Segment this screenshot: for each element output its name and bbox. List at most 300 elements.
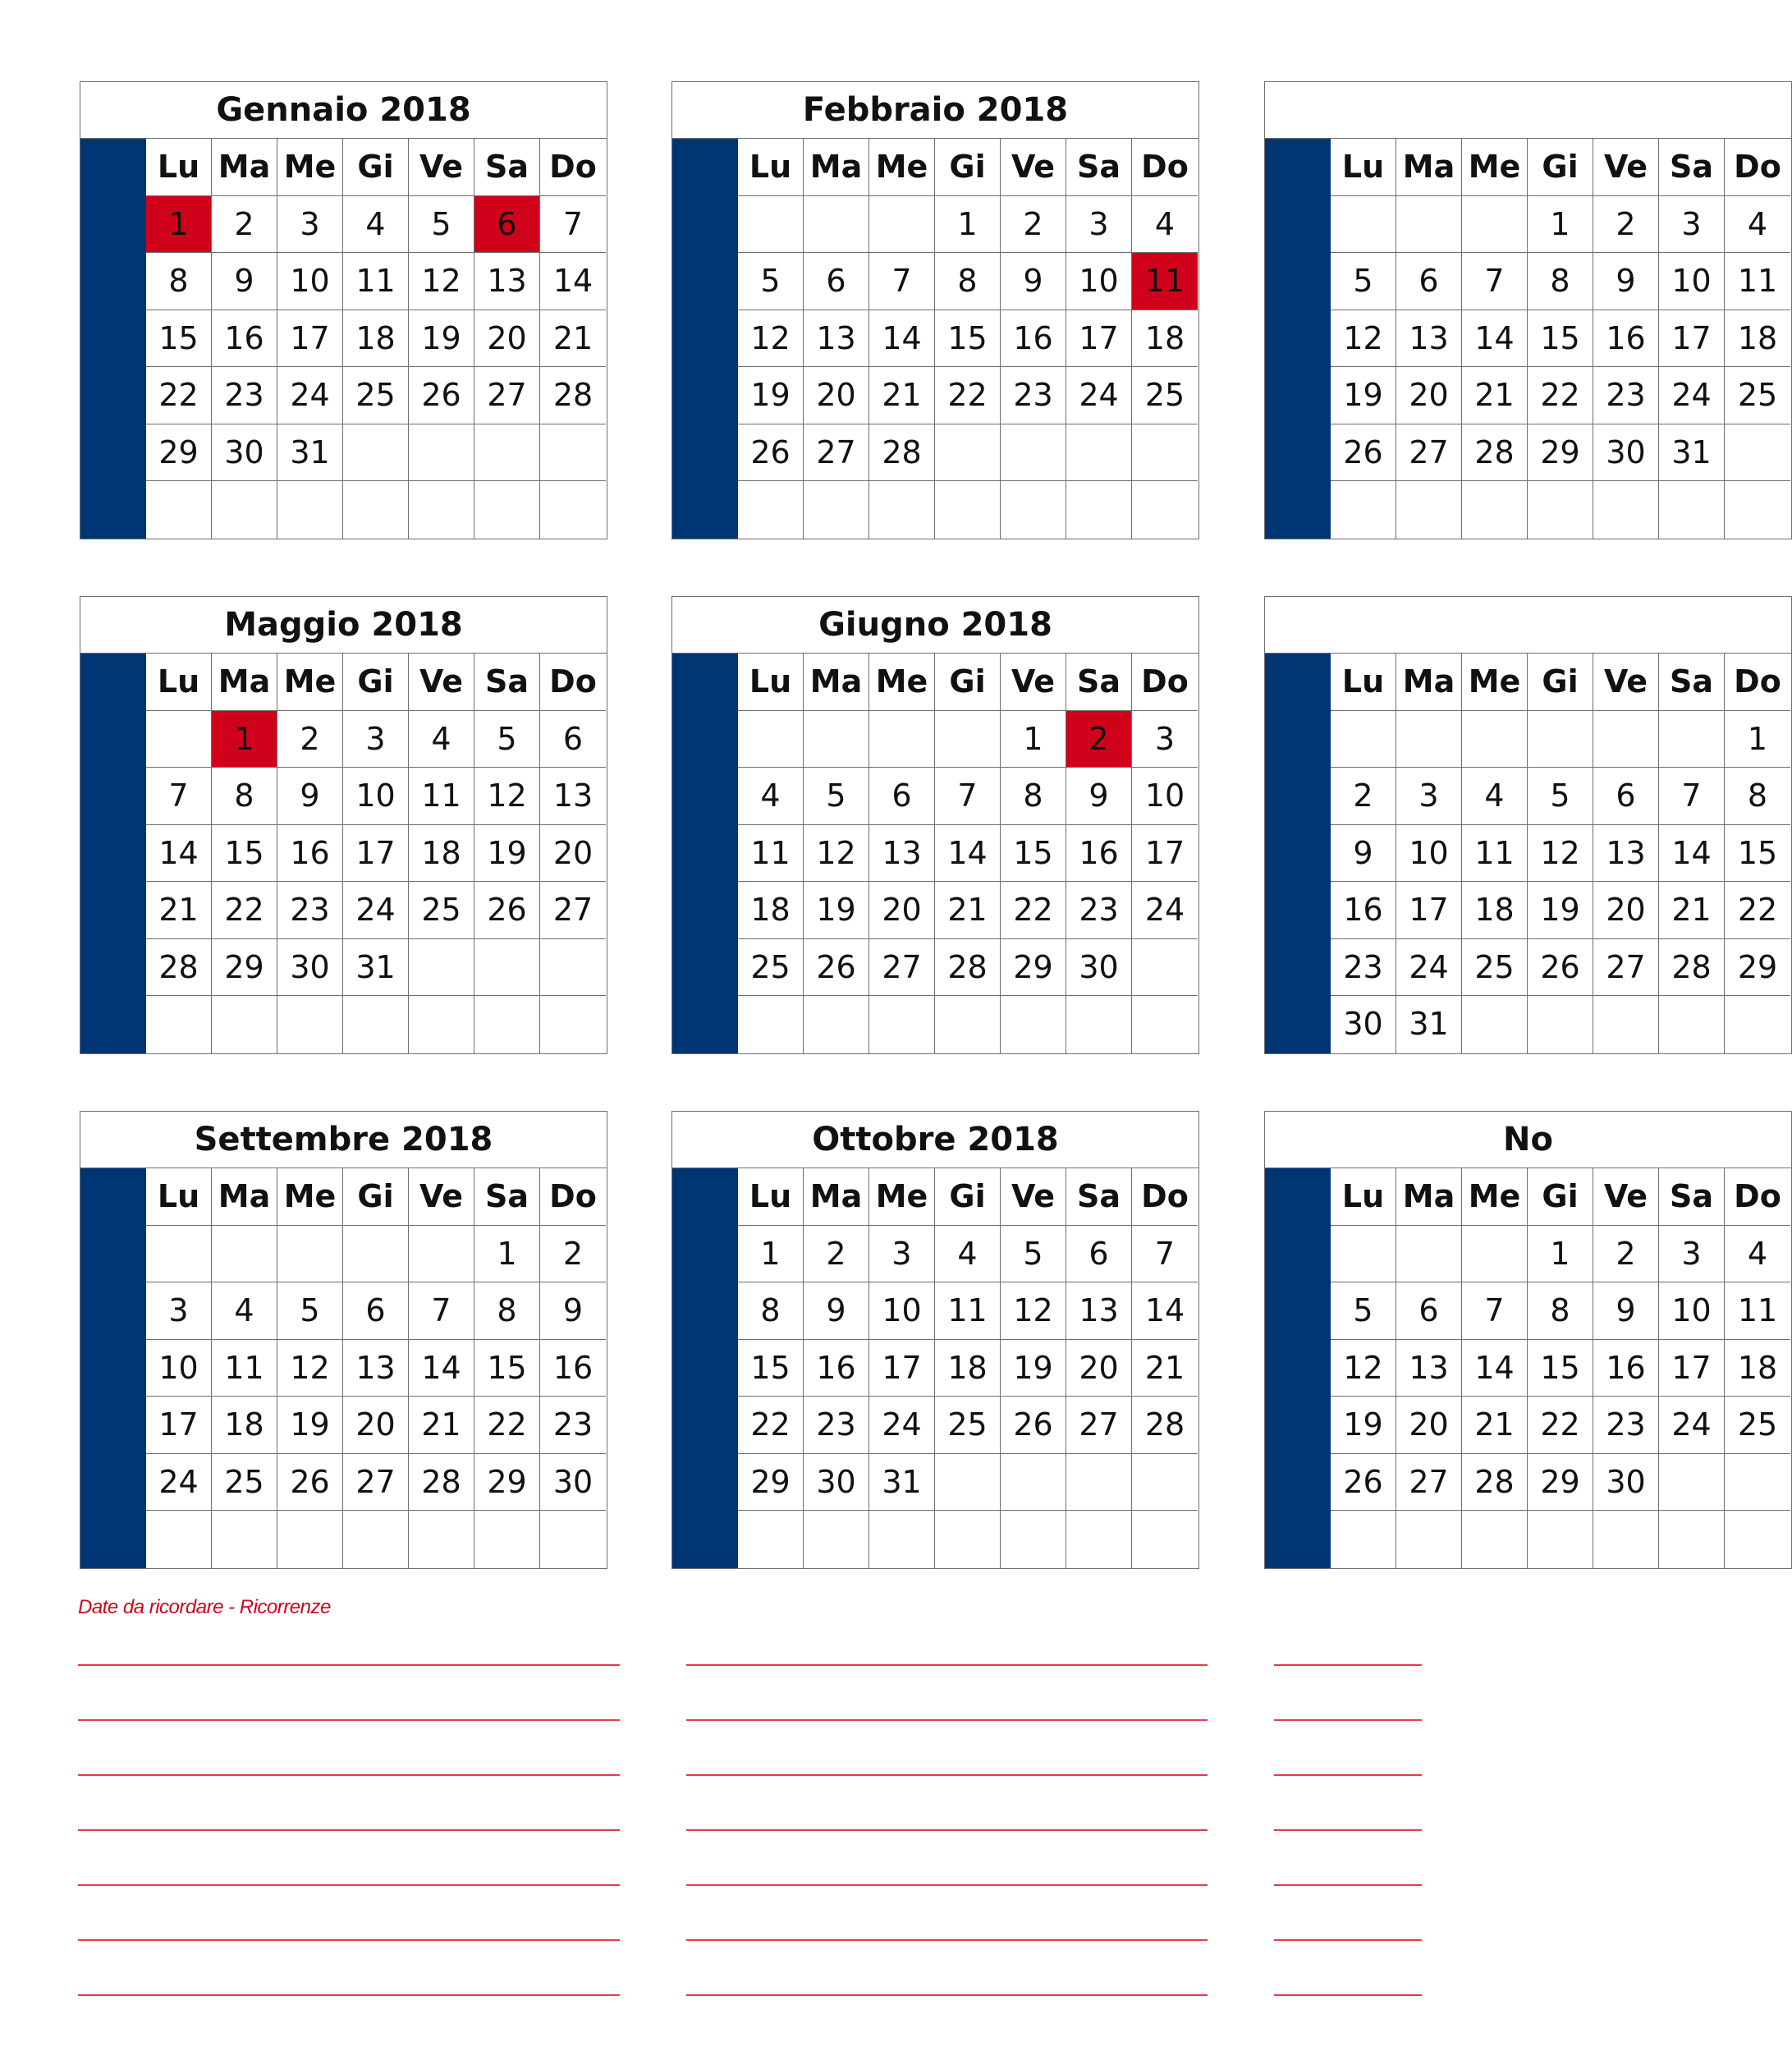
empty-cell: [1462, 711, 1528, 768]
day-cell: 1: [1001, 711, 1066, 768]
day-cell: 17: [1659, 310, 1725, 368]
empty-cell: [1593, 1511, 1659, 1568]
day-cell: 8: [935, 253, 1001, 310]
weekday-header: Gi: [1528, 654, 1593, 711]
note-line: [686, 1884, 1208, 1886]
day-cell: 19: [474, 825, 540, 883]
day-cell: 19: [804, 882, 869, 939]
day-cell: 6: [804, 253, 869, 310]
day-cell: 11: [343, 253, 409, 310]
day-cell: 17: [1132, 825, 1198, 883]
weekday-header: Sa: [474, 654, 540, 711]
day-cell: 8: [1528, 253, 1593, 310]
empty-cell: [935, 424, 1001, 482]
day-cell: 12: [804, 825, 869, 883]
empty-cell: [1462, 196, 1528, 254]
empty-cell: [409, 481, 474, 539]
day-cell: 2: [1331, 768, 1396, 825]
day-cell: 13: [540, 768, 606, 825]
day-cell: 9: [1066, 768, 1132, 825]
day-cell: 3: [1659, 196, 1725, 254]
day-cell: 7: [869, 253, 935, 310]
empty-cell: [1066, 996, 1132, 1053]
day-cell: 4: [1132, 196, 1198, 254]
day-cell: 19: [1331, 1397, 1396, 1454]
day-cell: 1: [1528, 196, 1593, 254]
weekday-header: Ve: [409, 1168, 474, 1226]
note-line: [686, 1719, 1208, 1721]
month-calendar: [671, 1111, 1199, 1569]
empty-cell: [1132, 481, 1198, 539]
day-cell: 1: [1725, 711, 1790, 768]
day-cell: 8: [474, 1282, 540, 1340]
note-line: [1274, 1774, 1422, 1776]
day-cell: 21: [146, 882, 212, 939]
week-number-bar: [672, 1168, 738, 1568]
day-cell: 15: [474, 1340, 540, 1397]
empty-cell: [540, 424, 606, 482]
weekday-header: Ve: [409, 654, 474, 711]
day-cell: 15: [1001, 825, 1066, 883]
day-cell: 25: [1725, 367, 1790, 424]
day-cell: 20: [1066, 1340, 1132, 1397]
day-cell: 25: [1725, 1397, 1790, 1454]
day-cell: 13: [1396, 310, 1462, 368]
day-cell: 14: [540, 253, 606, 310]
day-cell: 24: [1132, 882, 1198, 939]
day-cell: 27: [343, 1454, 409, 1512]
day-cell: 25: [935, 1397, 1001, 1454]
note-line: [686, 1994, 1208, 1996]
day-cell: 12: [277, 1340, 343, 1397]
month-calendar: [80, 596, 607, 1054]
day-cell: 10: [1659, 1282, 1725, 1340]
empty-cell: [409, 939, 474, 997]
weekday-header: Me: [869, 139, 935, 196]
empty-cell: [738, 481, 804, 539]
empty-cell: [1132, 996, 1198, 1053]
empty-cell: [146, 1511, 212, 1568]
day-cell: 18: [738, 882, 804, 939]
day-cell: 25: [1132, 367, 1198, 424]
week-number-bar: [672, 654, 738, 1053]
empty-cell: [804, 481, 869, 539]
weekday-header: Lu: [1331, 654, 1396, 711]
day-cell: 22: [474, 1397, 540, 1454]
day-cell: 29: [738, 1454, 804, 1512]
day-cell: 28: [1462, 1454, 1528, 1512]
weekday-header: Lu: [738, 654, 804, 711]
day-cell: 13: [474, 253, 540, 310]
weekday-header: Do: [540, 139, 606, 196]
weekday-header: Me: [277, 139, 343, 196]
empty-cell: [1462, 481, 1528, 539]
day-cell: 4: [1725, 1226, 1790, 1283]
empty-cell: [409, 1511, 474, 1568]
note-line: [78, 1884, 620, 1886]
note-line: [78, 1829, 620, 1831]
empty-cell: [869, 1511, 935, 1568]
day-cell: 28: [1462, 424, 1528, 482]
empty-cell: [804, 1511, 869, 1568]
day-cell: 8: [738, 1282, 804, 1340]
month-title: Febbraio 2018: [672, 82, 1198, 139]
empty-cell: [1132, 939, 1198, 997]
day-cell: 10: [1066, 253, 1132, 310]
day-cell: 12: [474, 768, 540, 825]
day-cell: 18: [409, 825, 474, 883]
day-cell: 10: [277, 253, 343, 310]
weekday-header: Lu: [738, 139, 804, 196]
day-cell: 28: [1132, 1397, 1198, 1454]
day-cell: 21: [1132, 1340, 1198, 1397]
day-cell: 29: [1001, 939, 1066, 997]
day-cell: 18: [1462, 882, 1528, 939]
weekday-header: Me: [1462, 654, 1528, 711]
day-cell: 3: [1659, 1226, 1725, 1283]
day-cell: 15: [146, 310, 212, 368]
weekday-header: Me: [1462, 139, 1528, 196]
empty-cell: [474, 1511, 540, 1568]
holiday-day-cell: 2: [1066, 711, 1132, 768]
day-cell: 14: [1462, 1340, 1528, 1397]
day-cell: 20: [1396, 1397, 1462, 1454]
day-cell: 22: [1528, 1397, 1593, 1454]
day-cell: 26: [1001, 1397, 1066, 1454]
weekday-header: Gi: [343, 654, 409, 711]
note-line: [1274, 1884, 1422, 1886]
empty-cell: [1066, 424, 1132, 482]
weekday-header: Sa: [474, 1168, 540, 1226]
day-cell: 23: [1066, 882, 1132, 939]
weekday-header: Ma: [212, 139, 277, 196]
day-cell: 15: [1528, 310, 1593, 368]
note-line: [686, 1774, 1208, 1776]
day-cell: 24: [1066, 367, 1132, 424]
weekday-header: Ma: [212, 654, 277, 711]
day-cell: 21: [1462, 1397, 1528, 1454]
day-cell: 10: [1132, 768, 1198, 825]
note-line: [1274, 1664, 1422, 1666]
week-number-bar: [1265, 139, 1331, 539]
day-cell: 10: [146, 1340, 212, 1397]
day-cell: 1: [1528, 1226, 1593, 1283]
empty-cell: [1396, 711, 1462, 768]
day-cell: 9: [212, 253, 277, 310]
month-calendar: [1264, 1111, 1792, 1569]
day-cell: 29: [474, 1454, 540, 1512]
day-cell: 30: [1593, 424, 1659, 482]
day-cell: 3: [1396, 768, 1462, 825]
month-title: Ottobre 2018: [672, 1112, 1198, 1168]
day-cell: 26: [474, 882, 540, 939]
empty-cell: [935, 1511, 1001, 1568]
day-cell: 11: [212, 1340, 277, 1397]
day-cell: 13: [1066, 1282, 1132, 1340]
empty-cell: [804, 196, 869, 254]
day-cell: 26: [1331, 424, 1396, 482]
empty-cell: [738, 196, 804, 254]
empty-cell: [474, 939, 540, 997]
weekday-header: Ma: [1396, 654, 1462, 711]
empty-cell: [146, 711, 212, 768]
day-cell: 24: [1396, 939, 1462, 997]
empty-cell: [1725, 996, 1790, 1053]
day-cell: 23: [212, 367, 277, 424]
empty-cell: [1331, 1511, 1396, 1568]
empty-cell: [277, 1226, 343, 1283]
weekday-header: Gi: [1528, 1168, 1593, 1226]
note-line: [686, 1939, 1208, 1941]
empty-cell: [738, 711, 804, 768]
day-cell: 7: [146, 768, 212, 825]
day-cell: 27: [869, 939, 935, 997]
month-calendar: [671, 596, 1199, 1054]
day-cell: 12: [409, 253, 474, 310]
weekday-header: Lu: [1331, 139, 1396, 196]
empty-cell: [409, 424, 474, 482]
day-cell: 19: [738, 367, 804, 424]
day-cell: 12: [1528, 825, 1593, 883]
day-cell: 11: [738, 825, 804, 883]
day-cell: 1: [738, 1226, 804, 1283]
day-cell: 21: [869, 367, 935, 424]
empty-cell: [1066, 481, 1132, 539]
week-number-bar: [80, 1168, 146, 1568]
day-cell: 8: [1725, 768, 1790, 825]
week-number-bar: [1265, 1168, 1331, 1568]
day-cell: 25: [738, 939, 804, 997]
day-cell: 20: [343, 1397, 409, 1454]
weekday-header: Ma: [804, 139, 869, 196]
day-cell: 18: [1725, 1340, 1790, 1397]
month-title: No: [1265, 1112, 1791, 1168]
empty-cell: [277, 481, 343, 539]
note-line: [78, 1774, 620, 1776]
weekday-header: Me: [1462, 1168, 1528, 1226]
day-cell: 10: [343, 768, 409, 825]
day-cell: 23: [277, 882, 343, 939]
empty-cell: [804, 996, 869, 1053]
weekday-header: Me: [869, 654, 935, 711]
day-cell: 5: [738, 253, 804, 310]
day-cell: 25: [212, 1454, 277, 1512]
note-line: [1274, 1829, 1422, 1831]
weekday-header: Me: [277, 654, 343, 711]
empty-cell: [1462, 1511, 1528, 1568]
empty-cell: [1528, 1511, 1593, 1568]
day-cell: 5: [474, 711, 540, 768]
empty-cell: [869, 996, 935, 1053]
holiday-day-cell: 1: [212, 711, 277, 768]
day-cell: 6: [1593, 768, 1659, 825]
empty-cell: [1528, 711, 1593, 768]
weekday-header: Me: [277, 1168, 343, 1226]
day-cell: 3: [869, 1226, 935, 1283]
day-cell: 7: [1462, 253, 1528, 310]
weekday-header: Do: [1725, 654, 1790, 711]
empty-cell: [1396, 1511, 1462, 1568]
weekday-header: Ma: [804, 1168, 869, 1226]
weekday-header: Do: [1132, 654, 1198, 711]
empty-cell: [343, 1511, 409, 1568]
day-cell: 15: [1528, 1340, 1593, 1397]
day-cell: 31: [343, 939, 409, 997]
weekday-header: Ve: [1001, 139, 1066, 196]
day-cell: 3: [277, 196, 343, 254]
day-cell: 27: [804, 424, 869, 482]
empty-cell: [1331, 711, 1396, 768]
weekday-header: Lu: [738, 1168, 804, 1226]
empty-cell: [277, 996, 343, 1053]
empty-cell: [343, 996, 409, 1053]
day-cell: 21: [1462, 367, 1528, 424]
empty-cell: [935, 1454, 1001, 1512]
day-cell: 4: [935, 1226, 1001, 1283]
weekday-header: Sa: [1066, 139, 1132, 196]
day-cell: 23: [804, 1397, 869, 1454]
day-cell: 10: [869, 1282, 935, 1340]
weekday-header: Do: [1132, 139, 1198, 196]
empty-cell: [1001, 481, 1066, 539]
day-cell: 22: [1528, 367, 1593, 424]
day-cell: 5: [1331, 1282, 1396, 1340]
day-cell: 13: [804, 310, 869, 368]
day-cell: 27: [1396, 1454, 1462, 1512]
empty-cell: [738, 996, 804, 1053]
day-cell: 22: [935, 367, 1001, 424]
weekday-header: Do: [1725, 139, 1790, 196]
day-cell: 31: [869, 1454, 935, 1512]
day-cell: 18: [1132, 310, 1198, 368]
day-cell: 14: [935, 825, 1001, 883]
day-cell: 4: [409, 711, 474, 768]
weekday-header: Ve: [1001, 654, 1066, 711]
day-cell: 14: [146, 825, 212, 883]
day-cell: 12: [1331, 310, 1396, 368]
day-cell: 3: [1066, 196, 1132, 254]
day-cell: 8: [212, 768, 277, 825]
day-grid: [738, 654, 1198, 1053]
day-cell: 30: [212, 424, 277, 482]
day-cell: 23: [1331, 939, 1396, 997]
day-cell: 18: [935, 1340, 1001, 1397]
weekday-header: Me: [869, 1168, 935, 1226]
empty-cell: [1593, 481, 1659, 539]
day-cell: 6: [540, 711, 606, 768]
empty-cell: [277, 1511, 343, 1568]
day-cell: 28: [146, 939, 212, 997]
weekday-header: Lu: [146, 654, 212, 711]
note-line: [78, 1664, 620, 1666]
day-cell: 23: [540, 1397, 606, 1454]
day-cell: 29: [1725, 939, 1790, 997]
day-cell: 1: [474, 1226, 540, 1283]
day-cell: 2: [1593, 1226, 1659, 1283]
weekday-header: Ve: [1593, 654, 1659, 711]
day-cell: 5: [1528, 768, 1593, 825]
day-cell: 2: [804, 1226, 869, 1283]
day-cell: 19: [1001, 1340, 1066, 1397]
empty-cell: [1725, 1511, 1790, 1568]
day-cell: 14: [1659, 825, 1725, 883]
empty-cell: [146, 996, 212, 1053]
weekday-header: Ve: [1593, 139, 1659, 196]
day-cell: 26: [1528, 939, 1593, 997]
day-cell: 28: [1659, 939, 1725, 997]
day-cell: 2: [212, 196, 277, 254]
month-title: Settembre 2018: [80, 1112, 607, 1168]
month-calendar: [80, 81, 607, 539]
day-cell: 21: [409, 1397, 474, 1454]
day-cell: 14: [1132, 1282, 1198, 1340]
day-cell: 30: [277, 939, 343, 997]
empty-cell: [1001, 996, 1066, 1053]
empty-cell: [1396, 196, 1462, 254]
empty-cell: [343, 481, 409, 539]
day-cell: 12: [738, 310, 804, 368]
day-cell: 21: [540, 310, 606, 368]
holiday-day-cell: 6: [474, 196, 540, 254]
day-cell: 30: [804, 1454, 869, 1512]
empty-cell: [1001, 1511, 1066, 1568]
day-cell: 9: [1593, 1282, 1659, 1340]
empty-cell: [935, 481, 1001, 539]
day-cell: 26: [804, 939, 869, 997]
day-cell: 25: [1462, 939, 1528, 997]
day-cell: 16: [804, 1340, 869, 1397]
empty-cell: [1132, 424, 1198, 482]
day-cell: 18: [1725, 310, 1790, 368]
day-cell: 18: [343, 310, 409, 368]
day-cell: 7: [540, 196, 606, 254]
empty-cell: [1331, 1226, 1396, 1283]
day-cell: 9: [1593, 253, 1659, 310]
note-line: [78, 1939, 620, 1941]
day-cell: 15: [738, 1340, 804, 1397]
empty-cell: [1659, 481, 1725, 539]
empty-cell: [343, 1226, 409, 1283]
month-calendar: [1264, 596, 1792, 1054]
week-number-bar: [672, 139, 738, 539]
weekday-header: Gi: [1528, 139, 1593, 196]
weekday-header: Gi: [935, 654, 1001, 711]
day-grid: [738, 1168, 1198, 1568]
day-cell: 4: [738, 768, 804, 825]
day-cell: 24: [1659, 1397, 1725, 1454]
note-line: [686, 1829, 1208, 1831]
day-cell: 31: [1659, 424, 1725, 482]
day-cell: 9: [277, 768, 343, 825]
day-grid: [1331, 139, 1791, 539]
day-cell: 27: [1593, 939, 1659, 997]
weekday-header: Ve: [409, 139, 474, 196]
day-cell: 19: [277, 1397, 343, 1454]
day-cell: 2: [1593, 196, 1659, 254]
day-cell: 13: [1396, 1340, 1462, 1397]
month-title: Maggio 2018: [80, 597, 607, 654]
day-cell: 22: [738, 1397, 804, 1454]
weekday-header: Do: [540, 654, 606, 711]
day-cell: 5: [1331, 253, 1396, 310]
note-line: [78, 1994, 620, 1996]
empty-cell: [804, 711, 869, 768]
day-cell: 10: [1659, 253, 1725, 310]
day-cell: 29: [212, 939, 277, 997]
day-cell: 31: [1396, 996, 1462, 1053]
day-cell: 21: [935, 882, 1001, 939]
day-cell: 17: [146, 1397, 212, 1454]
